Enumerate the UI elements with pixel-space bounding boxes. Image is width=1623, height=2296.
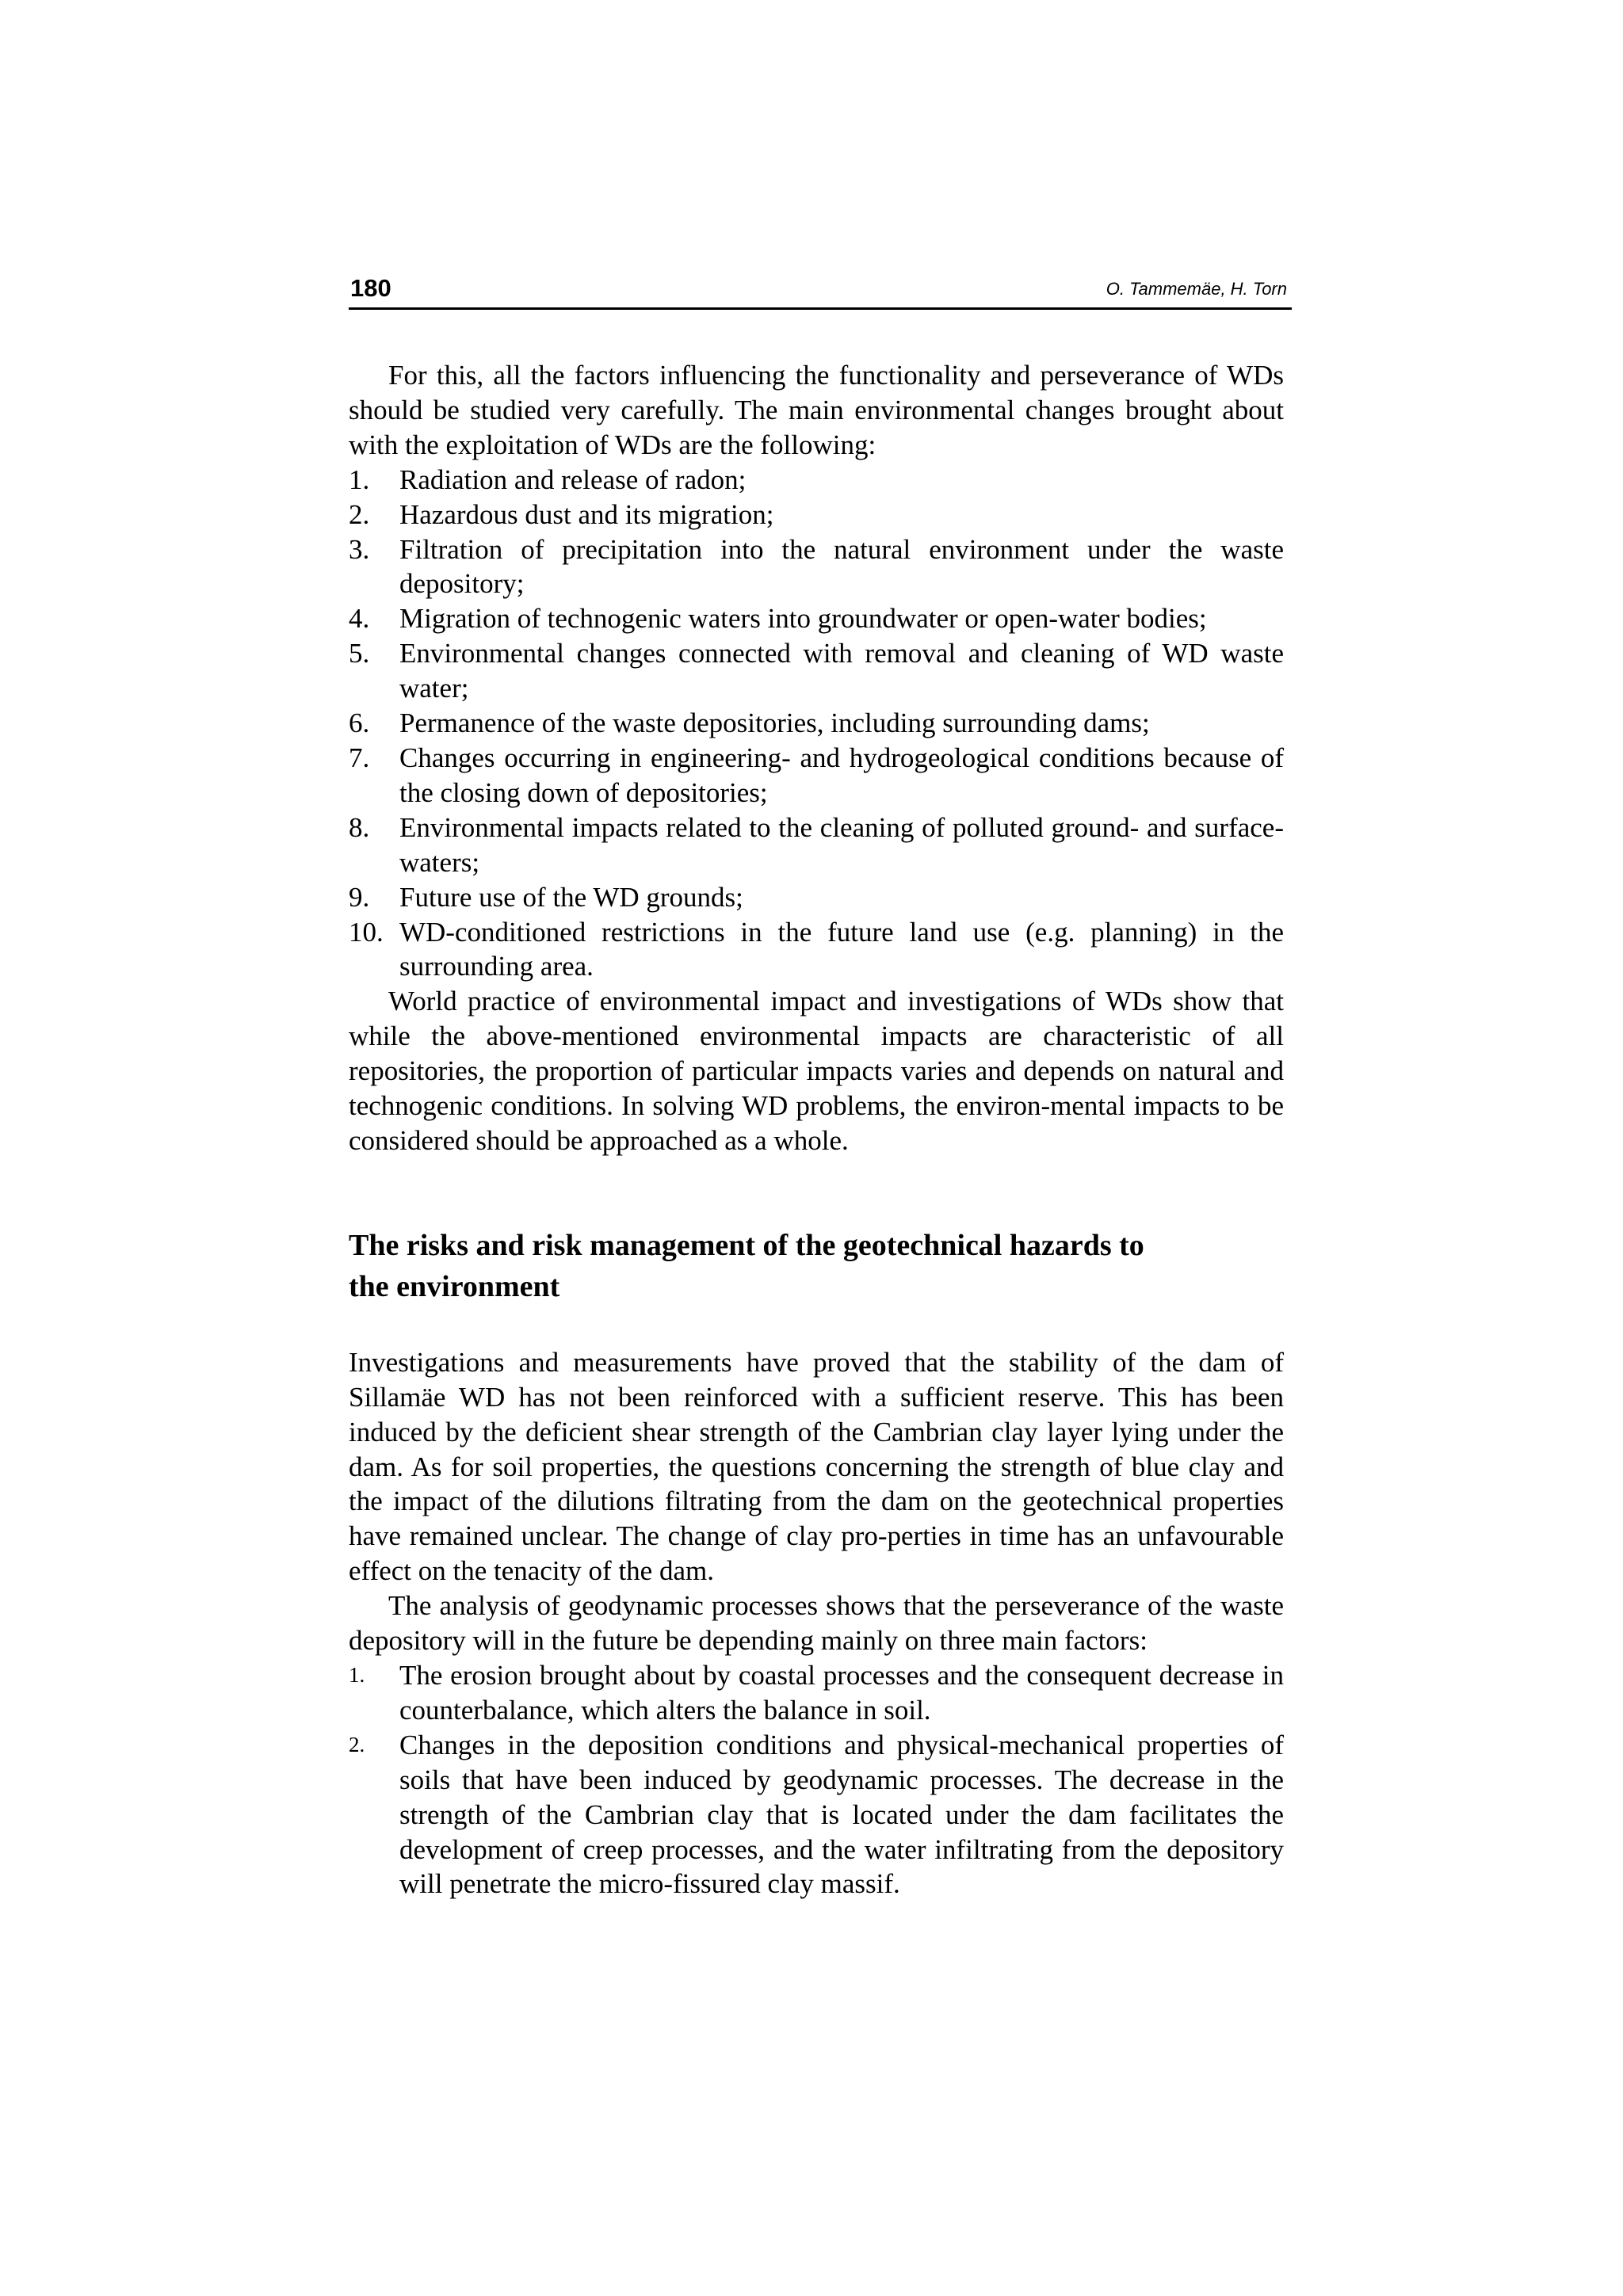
list-item — [349, 1658, 1284, 1728]
list-item-text: Permanence of the waste depositories, including surrounding dams; — [399, 707, 1150, 739]
list-item — [349, 706, 1284, 741]
list-item-text: Environmental impacts related to the cleaning of polluted ground- and surface-waters; — [399, 811, 1284, 878]
list-item-number: 10. — [349, 916, 384, 948]
list-item-number: 5. — [349, 638, 370, 669]
list-item — [349, 880, 1284, 915]
page-header — [349, 273, 1292, 310]
page-body — [349, 358, 1284, 1901]
list-item-text: Filtration of precipitation into the natural environment under the waste depository; — [399, 533, 1284, 600]
list-item-text: Migration of technogenic waters into groundwater or open-water bodies; — [399, 603, 1207, 635]
list-item — [349, 810, 1284, 880]
world-practice-paragraph: World practice of environmental impact and investigations of WDs show that while the above-mentioned environmental impacts are characteristic of all repositories, the proportion of particular impacts varies and depends on natural and technogenic conditions. In solving WD problems, the environ-mental impacts to be considered should be approached as a whole. — [349, 986, 1284, 1156]
list-item-text: The erosion brought about by coastal processes and the consequent decrease in counterbalance, which alters the balance in soil. — [399, 1660, 1284, 1726]
list-item-text: Hazardous dust and its migration; — [399, 498, 774, 530]
environmental-changes-list — [349, 463, 1284, 985]
list-item-text: Environmental changes connected with removal and cleaning of WD waste water; — [399, 638, 1284, 704]
list-item-number: 2. — [349, 498, 370, 530]
list-item — [349, 498, 1284, 532]
list-item-number: 4. — [349, 603, 370, 635]
factors-list — [349, 1658, 1284, 1901]
list-item-text: Changes occurring in engineering- and hydrogeological conditions because of the closing down of depositories; — [399, 742, 1284, 808]
intro-paragraph: For this, all the factors influencing the functionality and perseverance of WDs should be studied very carefully. The main environmental changes brought about with the exploitation of WDs are the following: — [349, 360, 1284, 460]
list-item-number: 1. — [349, 463, 370, 495]
section-paragraph-2: The analysis of geodynamic processes shows that the perseverance of the waste depository will in the future be depending mainly on three main factors: — [349, 1590, 1284, 1657]
list-item-number: 8. — [349, 811, 370, 843]
section-heading: The risks and risk management of the geotechnical hazards to the environment — [349, 1228, 1144, 1303]
list-item-text: Future use of the WD grounds; — [399, 881, 743, 913]
page-number: 180 — [350, 274, 391, 302]
list-item-text: Radiation and release of radon; — [399, 463, 747, 495]
list-item-number: 3. — [349, 533, 370, 565]
list-item-text: WD-conditioned restrictions in the future land use (e.g. planning) in the surrounding area. — [399, 916, 1284, 982]
list-item-number: 7. — [349, 742, 370, 773]
list-item — [349, 915, 1284, 985]
list-item — [349, 601, 1284, 636]
list-item-number: 6. — [349, 707, 370, 739]
list-item — [349, 532, 1284, 602]
list-item — [349, 1728, 1284, 1902]
running-head: O. Tammemäe, H. Torn — [1106, 279, 1287, 299]
list-item — [349, 636, 1284, 706]
list-item-text: Changes in the deposition conditions and physical-mechanical properties of soils that have been induced by geodynamic processes. The decrease in the strength of the Cambrian clay that is located under the dam facilitates the development of creep processes, and the water infiltrating from the depository will penetrate the micro-fissured clay massif. — [399, 1729, 1284, 1900]
section-paragraph-1: Investigations and measurements have proved that the stability of the dam of Sillamäe WD has not been reinforced with a sufficient reserve. This has been induced by the deficient shear strength of the Cambrian clay layer lying under the dam. As for soil properties, the questions concerning the strength of blue clay and the impact of the dilutions filtrating from the dam on the geotechnical properties have remained unclear. The change of clay pro-perties in time has an unfavourable effect on the tenacity of the dam. — [349, 1346, 1284, 1587]
list-item-number: 2. — [349, 1732, 365, 1756]
list-item-number: 1. — [349, 1663, 365, 1687]
list-item — [349, 463, 1284, 498]
list-item-number: 9. — [349, 881, 370, 913]
list-item — [349, 741, 1284, 810]
